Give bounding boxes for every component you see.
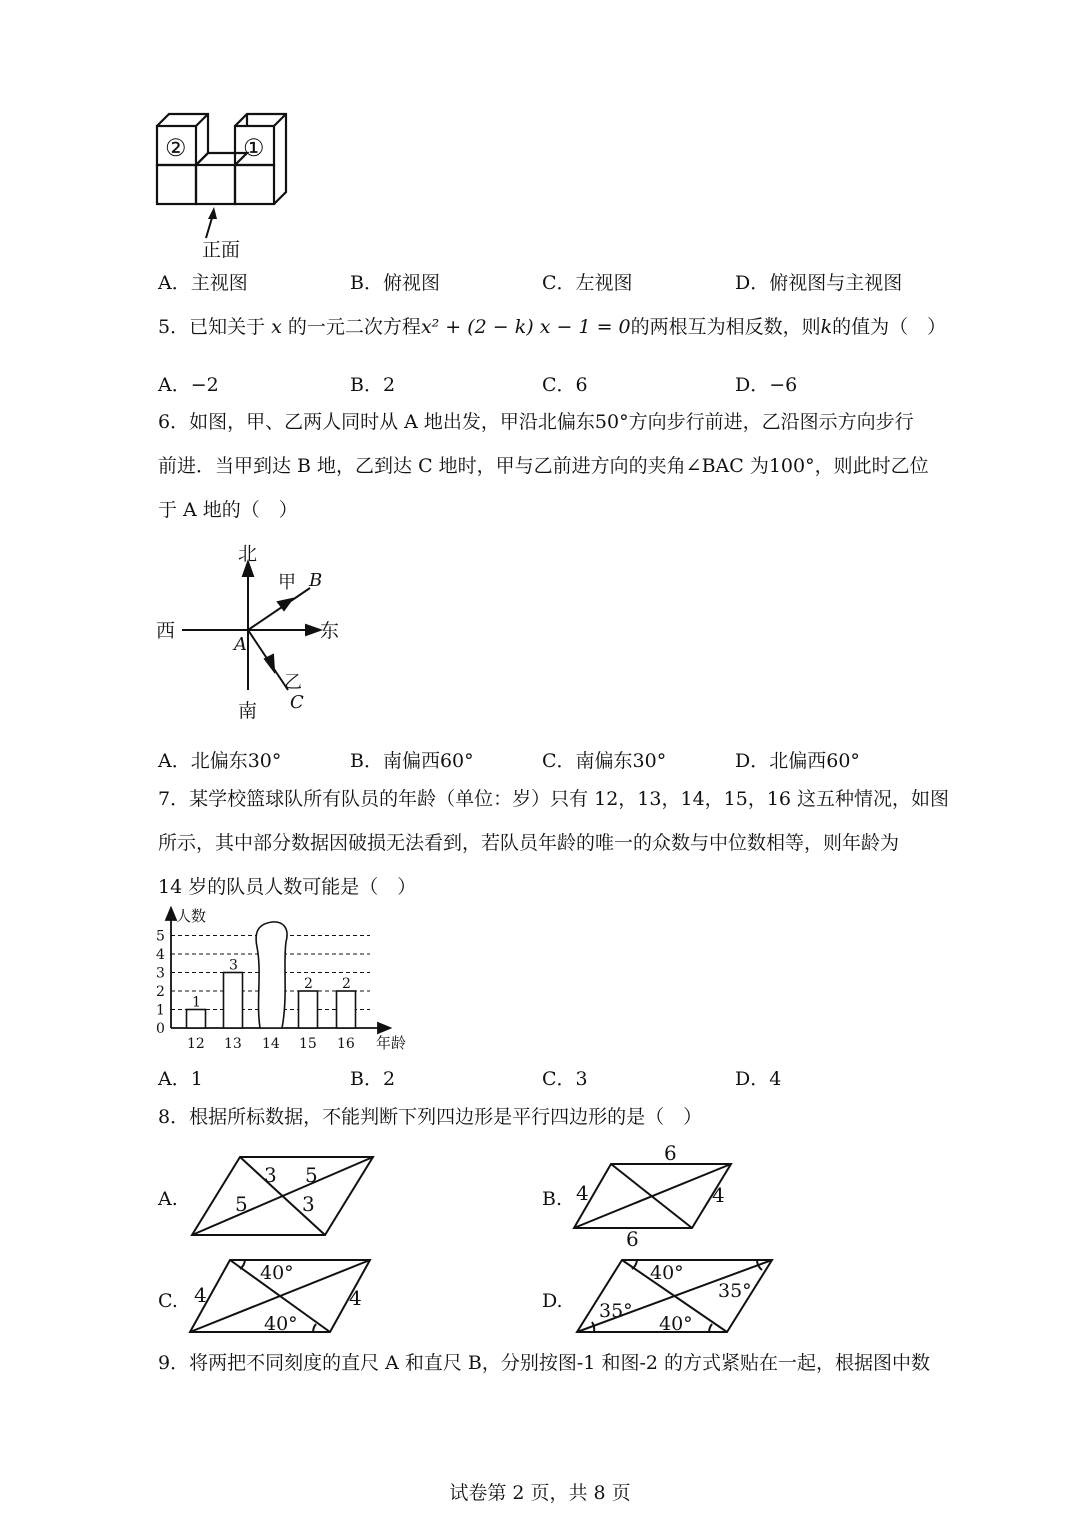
q8-b-left-num: 4: [576, 1181, 589, 1205]
q7-x-axis-label: 年龄: [376, 1034, 407, 1052]
q8-c-label: C.: [158, 1290, 178, 1312]
q6-line-2: 前进．当甲到达 B 地，乙到达 C 地时，甲与乙前进方向的夹角∠BAC 为100°，则此时乙位: [158, 455, 929, 477]
q7-x-tick-15: 15: [299, 1036, 317, 1052]
q4-circle-2: ②: [165, 134, 187, 162]
q7-line-2: 所示，其中部分数据因破损无法看到，若队员年龄的唯一的众数与中位数相等，则年龄为: [158, 832, 900, 854]
q6-option-c: C．南偏东30°: [542, 750, 667, 772]
q7-x-tick-13: 13: [224, 1036, 242, 1052]
q8-a-num-4: 3: [302, 1192, 315, 1216]
q7-bar-chart: [150, 902, 420, 1054]
q5-option-d: D．−6: [735, 374, 798, 396]
q8-b-figure: [566, 1140, 746, 1250]
q6-point-c-label: C: [290, 692, 304, 713]
q8-a-label: A.: [158, 1188, 178, 1210]
q4-option-d: D．俯视图与主视图: [735, 272, 903, 294]
q8-a-figure: [185, 1150, 385, 1240]
q7-y-tick-2: 2: [156, 984, 165, 1000]
q6-south-label: 南: [238, 700, 258, 722]
q7-line-1: 7．某学校篮球队所有队员的年龄（单位：岁）只有 12，13，14，15，16 这五种情况，如图: [158, 788, 950, 810]
q7-y-tick-1: 1: [156, 1002, 165, 1019]
q7-y-tick-4: 4: [156, 947, 165, 963]
q5-option-a: A．−2: [158, 374, 219, 396]
q7-option-c: C．3: [542, 1068, 588, 1090]
q6-point-a-label: A: [234, 634, 247, 655]
q6-option-d: D．北偏西60°: [735, 750, 860, 772]
q7-x-tick-14: 14: [262, 1036, 280, 1052]
q8-c-bottom-angle: 40°: [264, 1313, 298, 1335]
q7-bar-label-15: 2: [304, 976, 313, 992]
q8-c-figure: [185, 1252, 375, 1342]
q5-question: 5．已知关于 x 的一元二次方程x² + (2 − k) x − 1 = 0的两根互为相反数，则k的值为（ ）: [158, 316, 947, 338]
q8-a-num-1: 3: [264, 1163, 277, 1187]
q7-y-tick-3: 3: [156, 965, 165, 982]
q8-d-left-angle: 35°: [599, 1300, 633, 1322]
q4-cubes-figure: [150, 108, 310, 268]
q5-number: 5．: [158, 316, 190, 338]
q7-option-a: A．1: [158, 1068, 203, 1090]
q8-c-right-num: 4: [349, 1286, 362, 1310]
page-footer: 试卷第 2 页，共 8 页: [449, 1482, 631, 1504]
q6-west-label: 西: [156, 620, 176, 642]
q8-d-top-angle: 40°: [650, 1262, 684, 1284]
q6-option-b: B．南偏西60°: [350, 750, 474, 772]
q4-front-label: 正面: [202, 239, 241, 261]
q7-y-tick-0: 0: [156, 1021, 165, 1037]
q6-option-a: A．北偏东30°: [158, 750, 282, 772]
q8-a-num-2: 5: [305, 1163, 318, 1187]
q8-b-right-num: 4: [712, 1183, 725, 1207]
q9-question: 9．将两把不同刻度的直尺 A 和直尺 B，分别按图-1 和图-2 的方式紧贴在一起，根据图中数: [158, 1352, 930, 1374]
q6-point-b-label: B: [309, 570, 323, 591]
q7-x-tick-12: 12: [187, 1036, 205, 1052]
q7-bar-label-12: 1: [192, 994, 201, 1011]
q4-option-c: C．左视图: [542, 272, 633, 294]
q8-c-top-angle: 40°: [260, 1262, 294, 1284]
q8-a-num-3: 5: [235, 1192, 248, 1216]
q8-b-bottom-num: 6: [626, 1227, 639, 1250]
q4-option-b: B．俯视图: [350, 272, 440, 294]
q4-circle-1: ①: [243, 134, 265, 162]
q8-d-right-angle: 35°: [718, 1280, 752, 1302]
q6-line-3: 于 A 地的（ ）: [158, 499, 298, 521]
q7-bar-label-16: 2: [342, 976, 351, 992]
q7-torn-area: [256, 922, 287, 1028]
q8-d-bottom-angle: 40°: [659, 1313, 693, 1335]
q7-x-tick-16: 16: [337, 1036, 355, 1052]
q7-bar-15: [299, 991, 318, 1028]
q6-east-label: 东: [320, 620, 340, 642]
q7-option-d: D．4: [735, 1068, 782, 1090]
q8-d-figure: [572, 1252, 782, 1342]
q7-option-b: B．2: [350, 1068, 396, 1090]
q7-bar-13: [224, 973, 243, 1029]
q5-equation: x² + (2 − k) x − 1 = 0: [420, 316, 631, 338]
q6-compass-figure: [150, 540, 350, 725]
q5-option-b: B．2: [350, 374, 396, 396]
q7-y-axis-label: 人数: [176, 907, 207, 925]
q7-bar-16: [337, 991, 356, 1028]
q6-line-1: 6．如图，甲、乙两人同时从 A 地出发，甲沿北偏东50°方向步行前进，乙沿图示方向步行: [158, 411, 914, 433]
q7-line-3: 14 岁的队员人数可能是（ ）: [158, 876, 417, 898]
q4-option-a: A．主视图: [158, 272, 248, 294]
q6-yi-label: 乙: [284, 672, 302, 693]
q7-y-tick-5: 5: [156, 928, 165, 945]
q6-jia-label: 甲: [278, 572, 296, 593]
q6-north-label: 北: [238, 543, 258, 565]
q8-d-label: D.: [542, 1290, 563, 1312]
q8-b-top-num: 6: [664, 1141, 677, 1165]
q5-option-c: C．6: [542, 374, 588, 396]
q7-bar-label-13: 3: [229, 957, 238, 974]
q8-b-label: B.: [542, 1188, 563, 1210]
q8-c-left-num: 4: [194, 1283, 207, 1307]
q7-bar-12: [187, 1010, 206, 1029]
q8-question: 8．根据所标数据，不能判断下列四边形是平行四边形的是（ ）: [158, 1106, 703, 1128]
